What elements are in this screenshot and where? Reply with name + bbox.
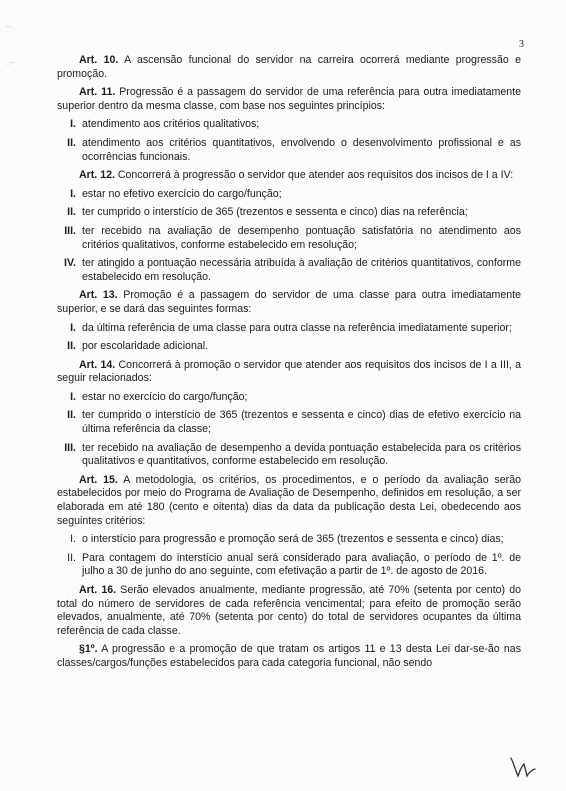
article-label: Art. 13. bbox=[79, 289, 118, 302]
item-text: estar no exercício do cargo/função; bbox=[82, 390, 248, 403]
item-number: I. bbox=[70, 321, 76, 334]
item-number: IV. bbox=[64, 257, 76, 270]
item-text: atendimento aos critérios quantitativos, envolvendo o desenvolvimento profissional e as ocorrências funcionais. bbox=[82, 136, 521, 163]
article-text: A metodologia, os critérios, os procedimentos, e o período da avaliação serão estabelecidos por meio do Programa de Avaliação de Desempenho, definidos em resolução, a ser elaborada em até 180 (cento e oitenta) dias da data da publicação desta Lei, obedecendo aos seguintes critérios: bbox=[57, 473, 521, 527]
list-item bbox=[57, 552, 521, 579]
item-text: Para contagem do interstício anual será considerado para avaliação, o período de 1º. de julho a 30 de junho do ano seguinte, com efetivação a partir de 1º. de agosto de 2016. bbox=[82, 551, 521, 578]
list-item bbox=[57, 340, 521, 354]
paragraph-text: A progressão e a promoção de que tratam os artigos 11 e 13 desta Lei dar-se-ão nas classes/cargos/funções estabelecidos para cada categoria funcional, não sendo bbox=[57, 643, 521, 669]
paragraph-label: §1º. bbox=[79, 643, 98, 656]
scan-mark: ⠒⠄ bbox=[6, 25, 15, 31]
article-text: A ascensão funcional do servidor na carreira ocorrerá mediante progressão e promoção. bbox=[57, 54, 521, 80]
list-item bbox=[57, 322, 521, 336]
article-16 bbox=[57, 584, 521, 638]
list-item bbox=[57, 206, 521, 220]
item-text: ter recebido na avaliação de desempenho a devida pontuação estabelecida para os critérios qualitativos e quantitativos, conforme estabelecido em resolução. bbox=[82, 441, 521, 468]
item-number: III. bbox=[64, 441, 76, 454]
item-text: ter cumprido o interstício de 365 (trezentos e sessenta e cinco) dias na referência; bbox=[82, 206, 468, 219]
article-label: Art. 10. bbox=[79, 54, 119, 66]
item-text: ter atingido a pontuação necessária atribuída à avaliação de critérios quantitativos, conforme estabelecido em resolução. bbox=[82, 257, 521, 283]
article-13 bbox=[57, 289, 521, 316]
item-number: II. bbox=[67, 206, 76, 219]
paragraph-1 bbox=[57, 643, 521, 670]
list-item bbox=[57, 137, 521, 164]
item-number: I. bbox=[70, 533, 76, 546]
scan-mark: ⠤⠒ bbox=[6, 61, 15, 67]
item-number: II. bbox=[67, 340, 76, 353]
item-text: da última referência de uma classe para outra classe na referência imediatamente superior; bbox=[82, 321, 512, 334]
article-label: Art. 14. bbox=[79, 358, 116, 371]
item-number: I. bbox=[70, 118, 76, 131]
article-11 bbox=[57, 86, 521, 113]
list-item bbox=[57, 188, 521, 202]
article-label: Art. 15. bbox=[79, 473, 118, 486]
item-text: estar no efetivo exercício do cargo/função; bbox=[82, 187, 282, 200]
article-text: Promoção é a passagem do servidor de uma classe para outra imediatamente superior, e se dará das seguintes formas: bbox=[57, 289, 521, 315]
item-text: ter cumprido o interstício de 365 (trezentos e sessenta e cinco) dias de efetivo exercício na última referência da classe; bbox=[82, 409, 521, 436]
page-number: 3 bbox=[519, 39, 524, 50]
item-number: I. bbox=[70, 390, 76, 403]
article-text: Progressão é a passagem do servidor de uma referência para outra imediatamente superior dentro da mesma classe, com base nos seguintes princípios: bbox=[57, 86, 521, 112]
item-text: por escolaridade adicional. bbox=[82, 340, 209, 353]
article-10 bbox=[57, 54, 521, 81]
list-item bbox=[57, 118, 521, 132]
list-item bbox=[57, 442, 521, 469]
item-number: II. bbox=[67, 409, 76, 422]
item-text: ter recebido na avaliação de desempenho pontuação satisfatória no atendimento aos critérios qualitativos, conforme estabelecido em resolução; bbox=[82, 224, 521, 251]
article-text: Serão elevados anualmente, mediante progressão, até 70% (setenta por cento) do total do número de servidores de cada referência vencimental; para efeito de promoção serão elevados, anualmente, até 70% (setenta por cento) do total de servidores ocupantes da última referência de cada classe. bbox=[57, 584, 521, 637]
item-number: I. bbox=[70, 187, 76, 200]
list-item bbox=[57, 533, 521, 547]
article-label: Art. 12. bbox=[79, 169, 115, 182]
item-number: II. bbox=[67, 551, 76, 564]
article-text: Concorrerá à progressão o servidor que atender aos requisitos dos incisos de I a IV: bbox=[114, 169, 514, 182]
article-label: Art. 11. bbox=[79, 86, 116, 99]
item-text: atendimento aos critérios qualitativos; bbox=[82, 118, 260, 131]
article-text: Concorrerá à promoção o servidor que atender aos requisitos dos incisos de I a III, a seguir relacionados: bbox=[57, 358, 521, 385]
item-text: o interstício para progressão e promoção será de 365 (trezentos e sessenta e cinco) dias; bbox=[82, 533, 504, 546]
list-item bbox=[57, 391, 521, 405]
list-item bbox=[57, 225, 521, 252]
list-item bbox=[57, 409, 521, 436]
article-14 bbox=[57, 359, 521, 386]
item-number: II. bbox=[67, 136, 76, 149]
list-item bbox=[57, 257, 521, 284]
article-label: Art. 16. bbox=[79, 584, 117, 596]
handwritten-initial-icon bbox=[508, 752, 538, 782]
item-number: III. bbox=[64, 224, 76, 237]
document-body bbox=[57, 54, 521, 676]
article-15 bbox=[57, 474, 521, 528]
article-12 bbox=[57, 169, 521, 183]
